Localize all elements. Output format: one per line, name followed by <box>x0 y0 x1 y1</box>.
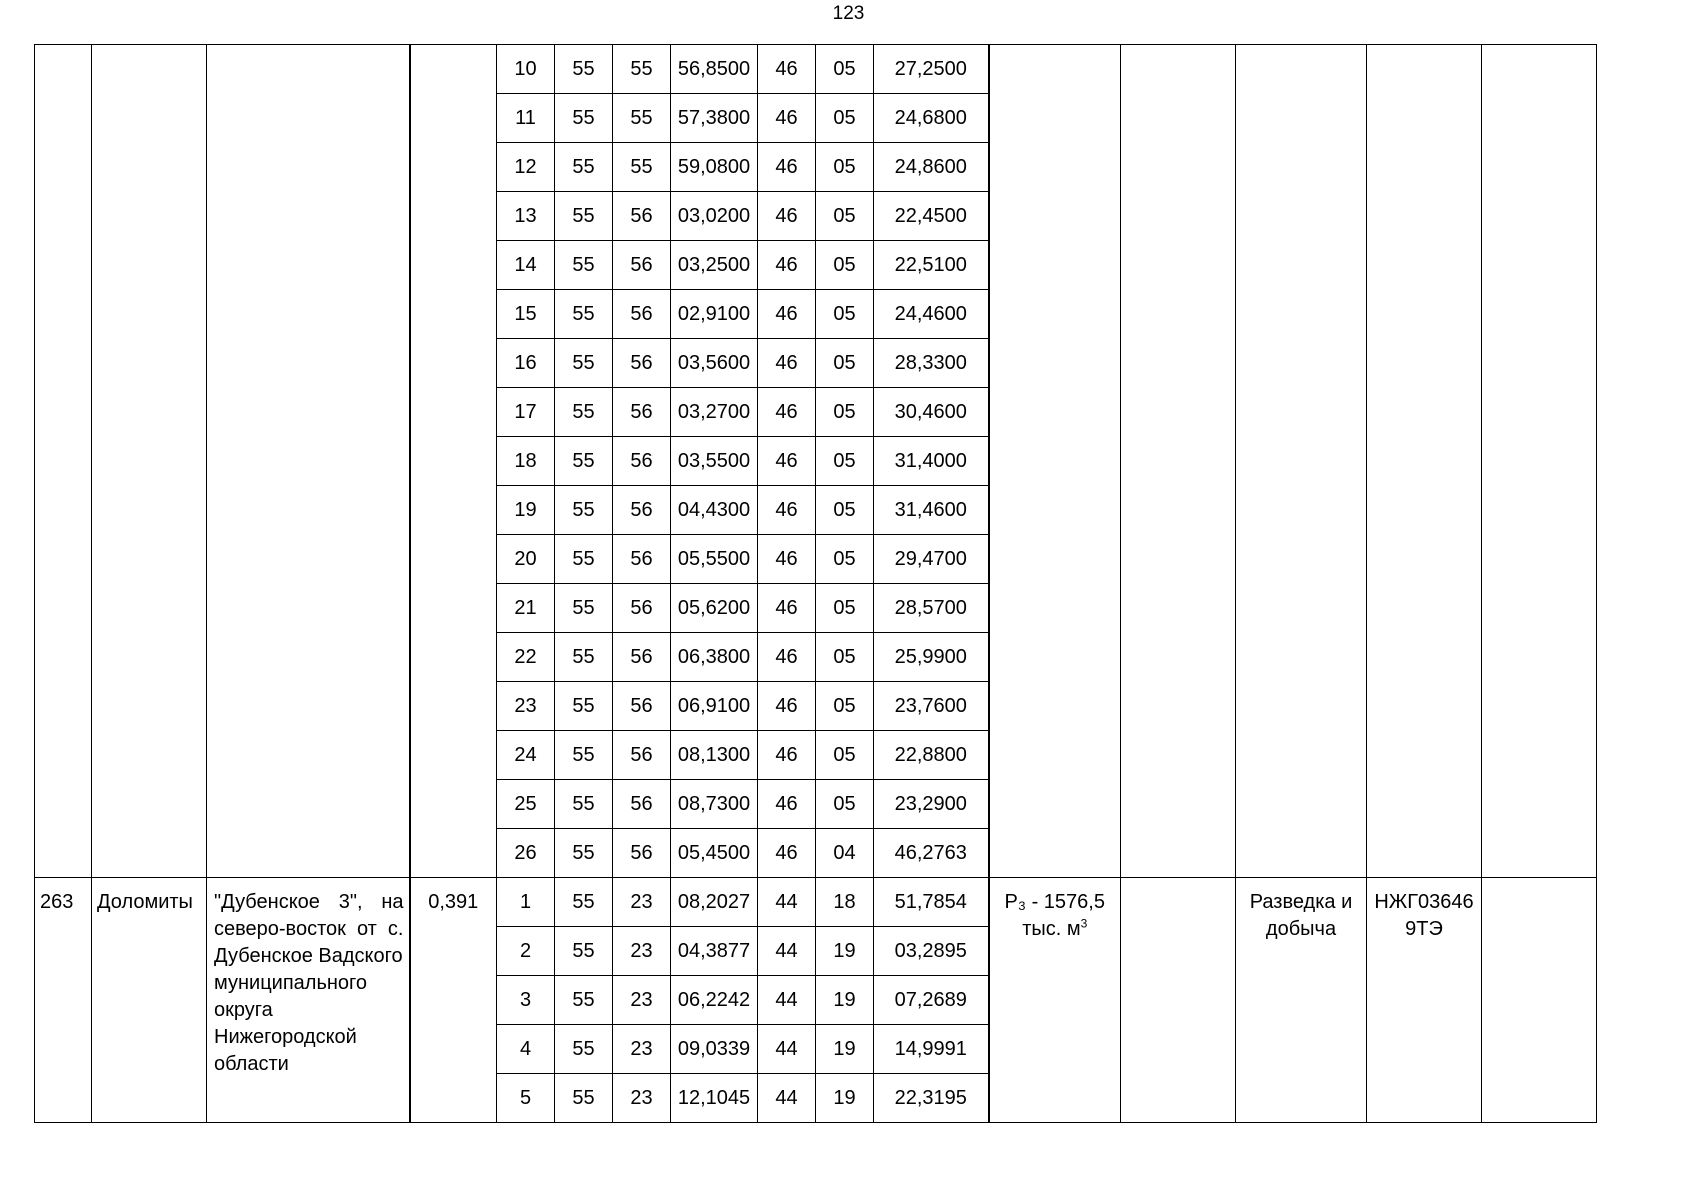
lat-min-cell: 23 <box>613 927 671 976</box>
lat-deg-cell: 55 <box>555 1074 613 1123</box>
lat-sec-cell: 57,3800 <box>671 94 758 143</box>
lon-deg-cell: 46 <box>758 94 816 143</box>
table-row <box>35 878 1597 927</box>
point-number-cell: 14 <box>497 241 555 290</box>
point-number-cell: 2 <box>497 927 555 976</box>
lon-min-cell: 05 <box>816 486 874 535</box>
entry-number-cell: 263 <box>35 878 92 1123</box>
lon-deg-cell: 46 <box>758 731 816 780</box>
lon-sec-cell: 46,2763 <box>874 829 989 878</box>
area-cell: 0,391 <box>410 878 497 1123</box>
point-number-cell: 19 <box>497 486 555 535</box>
point-number-cell: 21 <box>497 584 555 633</box>
lat-sec-cell: 05,6200 <box>671 584 758 633</box>
reserves-cell <box>989 878 1121 1123</box>
license-line: 9ТЭ <box>1405 918 1443 940</box>
lat-deg-cell: 55 <box>555 437 613 486</box>
area-cell <box>410 45 497 878</box>
use-type-cell <box>1236 45 1367 878</box>
point-number-cell: 3 <box>497 976 555 1025</box>
lon-sec-cell: 24,4600 <box>874 290 989 339</box>
entry-263-section <box>35 878 1597 1123</box>
lat-min-cell: 56 <box>613 388 671 437</box>
lon-sec-cell: 03,2895 <box>874 927 989 976</box>
lat-deg-cell: 55 <box>555 94 613 143</box>
lon-sec-cell: 23,7600 <box>874 682 989 731</box>
continuation-section <box>35 45 1597 878</box>
lat-deg-cell: 55 <box>555 927 613 976</box>
point-number-cell: 12 <box>497 143 555 192</box>
point-number-cell: 24 <box>497 731 555 780</box>
lat-deg-cell: 55 <box>555 829 613 878</box>
lon-sec-cell: 22,8800 <box>874 731 989 780</box>
point-number-cell: 17 <box>497 388 555 437</box>
lon-min-cell: 18 <box>816 878 874 927</box>
lon-deg-cell: 46 <box>758 339 816 388</box>
lat-min-cell: 56 <box>613 339 671 388</box>
point-number-cell: 4 <box>497 1025 555 1074</box>
lon-deg-cell: 44 <box>758 1025 816 1074</box>
lon-deg-cell: 46 <box>758 780 816 829</box>
lat-min-cell: 23 <box>613 878 671 927</box>
mineral-cell: Доломиты <box>92 878 207 1123</box>
lat-min-cell: 23 <box>613 976 671 1025</box>
lon-min-cell: 05 <box>816 388 874 437</box>
lat-sec-cell: 03,5500 <box>671 437 758 486</box>
lat-sec-cell: 12,1045 <box>671 1074 758 1123</box>
lon-min-cell: 04 <box>816 829 874 878</box>
location-cell <box>207 878 410 1123</box>
point-number-cell: 26 <box>497 829 555 878</box>
lat-deg-cell: 55 <box>555 241 613 290</box>
location-cell <box>207 45 410 878</box>
lat-deg-cell: 55 <box>555 633 613 682</box>
lat-deg-cell: 55 <box>555 976 613 1025</box>
lat-sec-cell: 06,9100 <box>671 682 758 731</box>
page-number: 123 <box>832 3 865 24</box>
lat-min-cell: 56 <box>613 780 671 829</box>
point-number-cell: 13 <box>497 192 555 241</box>
empty-cell <box>1121 45 1236 878</box>
lat-min-cell: 23 <box>613 1074 671 1123</box>
lat-min-cell: 55 <box>613 143 671 192</box>
lon-min-cell: 05 <box>816 437 874 486</box>
lon-deg-cell: 46 <box>758 45 816 94</box>
lon-sec-cell: 22,4500 <box>874 192 989 241</box>
lon-deg-cell: 44 <box>758 927 816 976</box>
lon-deg-cell: 46 <box>758 682 816 731</box>
lon-sec-cell: 22,3195 <box>874 1074 989 1123</box>
lon-min-cell: 05 <box>816 143 874 192</box>
point-number-cell: 22 <box>497 633 555 682</box>
lon-deg-cell: 44 <box>758 878 816 927</box>
lon-deg-cell: 46 <box>758 486 816 535</box>
lat-min-cell: 23 <box>613 1025 671 1074</box>
lon-min-cell: 05 <box>816 584 874 633</box>
lat-deg-cell: 55 <box>555 339 613 388</box>
lon-sec-cell: 31,4000 <box>874 437 989 486</box>
lat-min-cell: 56 <box>613 437 671 486</box>
lon-sec-cell: 51,7854 <box>874 878 989 927</box>
location-line: "Дубенское 3", на <box>214 891 404 913</box>
lat-min-cell: 56 <box>613 682 671 731</box>
lat-min-cell: 56 <box>613 731 671 780</box>
point-number-cell: 5 <box>497 1074 555 1123</box>
lon-deg-cell: 46 <box>758 829 816 878</box>
reserves-unit-sup: 3 <box>1080 916 1088 931</box>
note-cell <box>1482 878 1597 1123</box>
lat-deg-cell: 55 <box>555 290 613 339</box>
point-number-cell: 10 <box>497 45 555 94</box>
point-number-cell: 18 <box>497 437 555 486</box>
lat-deg-cell: 55 <box>555 1025 613 1074</box>
lon-sec-cell: 28,5700 <box>874 584 989 633</box>
note-cell <box>1482 45 1597 878</box>
lon-min-cell: 05 <box>816 45 874 94</box>
lat-sec-cell: 04,3877 <box>671 927 758 976</box>
lon-sec-cell: 07,2689 <box>874 976 989 1025</box>
lat-deg-cell: 55 <box>555 486 613 535</box>
lon-deg-cell: 46 <box>758 437 816 486</box>
lon-sec-cell: 22,5100 <box>874 241 989 290</box>
lon-min-cell: 05 <box>816 339 874 388</box>
point-number-cell: 23 <box>497 682 555 731</box>
lat-deg-cell: 55 <box>555 192 613 241</box>
lat-sec-cell: 06,3800 <box>671 633 758 682</box>
point-number-cell: 16 <box>497 339 555 388</box>
lat-sec-cell: 03,0200 <box>671 192 758 241</box>
lat-min-cell: 56 <box>613 192 671 241</box>
lat-deg-cell: 55 <box>555 780 613 829</box>
lon-sec-cell: 27,2500 <box>874 45 989 94</box>
lat-deg-cell: 55 <box>555 45 613 94</box>
lat-sec-cell: 08,2027 <box>671 878 758 927</box>
lon-min-cell: 05 <box>816 682 874 731</box>
reserves-unit-text: тыс. м <box>1022 918 1081 940</box>
lon-sec-cell: 31,4600 <box>874 486 989 535</box>
lon-sec-cell: 30,4600 <box>874 388 989 437</box>
license-cell <box>1367 45 1482 878</box>
lat-min-cell: 56 <box>613 290 671 339</box>
reserves-cell <box>989 45 1121 878</box>
lat-deg-cell: 55 <box>555 878 613 927</box>
lat-min-cell: 55 <box>613 45 671 94</box>
lat-deg-cell: 55 <box>555 682 613 731</box>
lat-deg-cell: 55 <box>555 535 613 584</box>
lon-min-cell: 05 <box>816 290 874 339</box>
lat-sec-cell: 09,0339 <box>671 1025 758 1074</box>
lat-min-cell: 55 <box>613 94 671 143</box>
lon-deg-cell: 46 <box>758 143 816 192</box>
use-type-line: добыча <box>1265 918 1337 940</box>
lat-sec-cell: 05,4500 <box>671 829 758 878</box>
lat-min-cell: 56 <box>613 829 671 878</box>
lon-deg-cell: 46 <box>758 535 816 584</box>
lon-deg-cell: 46 <box>758 584 816 633</box>
license-line: НЖГ03646 <box>1374 891 1474 913</box>
lon-deg-cell: 46 <box>758 388 816 437</box>
lat-sec-cell: 08,1300 <box>671 731 758 780</box>
lat-sec-cell: 02,9100 <box>671 290 758 339</box>
lon-min-cell: 05 <box>816 633 874 682</box>
mineral-cell <box>92 45 207 878</box>
lon-min-cell: 05 <box>816 192 874 241</box>
lon-min-cell: 19 <box>816 976 874 1025</box>
registry-table <box>34 44 1597 1123</box>
lon-sec-cell: 24,6800 <box>874 94 989 143</box>
lon-sec-cell: 23,2900 <box>874 780 989 829</box>
lat-min-cell: 56 <box>613 535 671 584</box>
lon-deg-cell: 46 <box>758 633 816 682</box>
lon-min-cell: 19 <box>816 1025 874 1074</box>
lon-min-cell: 05 <box>816 241 874 290</box>
lon-deg-cell: 44 <box>758 976 816 1025</box>
location-line: северо-восток от с. <box>214 918 404 940</box>
lon-min-cell: 05 <box>816 535 874 584</box>
lat-min-cell: 56 <box>613 633 671 682</box>
lon-sec-cell: 28,3300 <box>874 339 989 388</box>
lat-sec-cell: 08,7300 <box>671 780 758 829</box>
lon-sec-cell: 29,4700 <box>874 535 989 584</box>
lat-sec-cell: 06,2242 <box>671 976 758 1025</box>
lat-deg-cell: 55 <box>555 143 613 192</box>
license-cell <box>1367 878 1482 1123</box>
lat-sec-cell: 03,2500 <box>671 241 758 290</box>
empty-cell <box>1121 878 1236 1123</box>
use-type-line: Разведка и <box>1249 891 1353 913</box>
lat-sec-cell: 03,2700 <box>671 388 758 437</box>
lon-min-cell: 19 <box>816 927 874 976</box>
lon-min-cell: 05 <box>816 780 874 829</box>
lat-sec-cell: 59,0800 <box>671 143 758 192</box>
lat-min-cell: 56 <box>613 584 671 633</box>
location-text: Дубенское Вадского муниципального округа Нижегородской области <box>214 945 403 1075</box>
lat-sec-cell: 56,8500 <box>671 45 758 94</box>
lon-sec-cell: 14,9991 <box>874 1025 989 1074</box>
point-number-cell: 11 <box>497 94 555 143</box>
point-number-cell: 20 <box>497 535 555 584</box>
use-type-cell <box>1236 878 1367 1123</box>
lon-sec-cell: 24,8600 <box>874 143 989 192</box>
lon-deg-cell: 46 <box>758 192 816 241</box>
lon-deg-cell: 46 <box>758 290 816 339</box>
lat-sec-cell: 04,4300 <box>671 486 758 535</box>
lat-min-cell: 56 <box>613 241 671 290</box>
lat-deg-cell: 55 <box>555 388 613 437</box>
lat-deg-cell: 55 <box>555 584 613 633</box>
lon-deg-cell: 46 <box>758 241 816 290</box>
entry-number-cell <box>35 45 92 878</box>
reserves-value: P₃ - 1576,5 <box>1004 891 1105 913</box>
table-row <box>35 45 1597 94</box>
reserves-unit <box>990 916 1121 943</box>
lat-min-cell: 56 <box>613 486 671 535</box>
lon-min-cell: 05 <box>816 94 874 143</box>
lat-deg-cell: 55 <box>555 731 613 780</box>
lon-sec-cell: 25,9900 <box>874 633 989 682</box>
lon-min-cell: 19 <box>816 1074 874 1123</box>
lat-sec-cell: 03,5600 <box>671 339 758 388</box>
point-number-cell: 25 <box>497 780 555 829</box>
point-number-cell: 15 <box>497 290 555 339</box>
point-number-cell: 1 <box>497 878 555 927</box>
lon-deg-cell: 44 <box>758 1074 816 1123</box>
lon-min-cell: 05 <box>816 731 874 780</box>
lat-sec-cell: 05,5500 <box>671 535 758 584</box>
